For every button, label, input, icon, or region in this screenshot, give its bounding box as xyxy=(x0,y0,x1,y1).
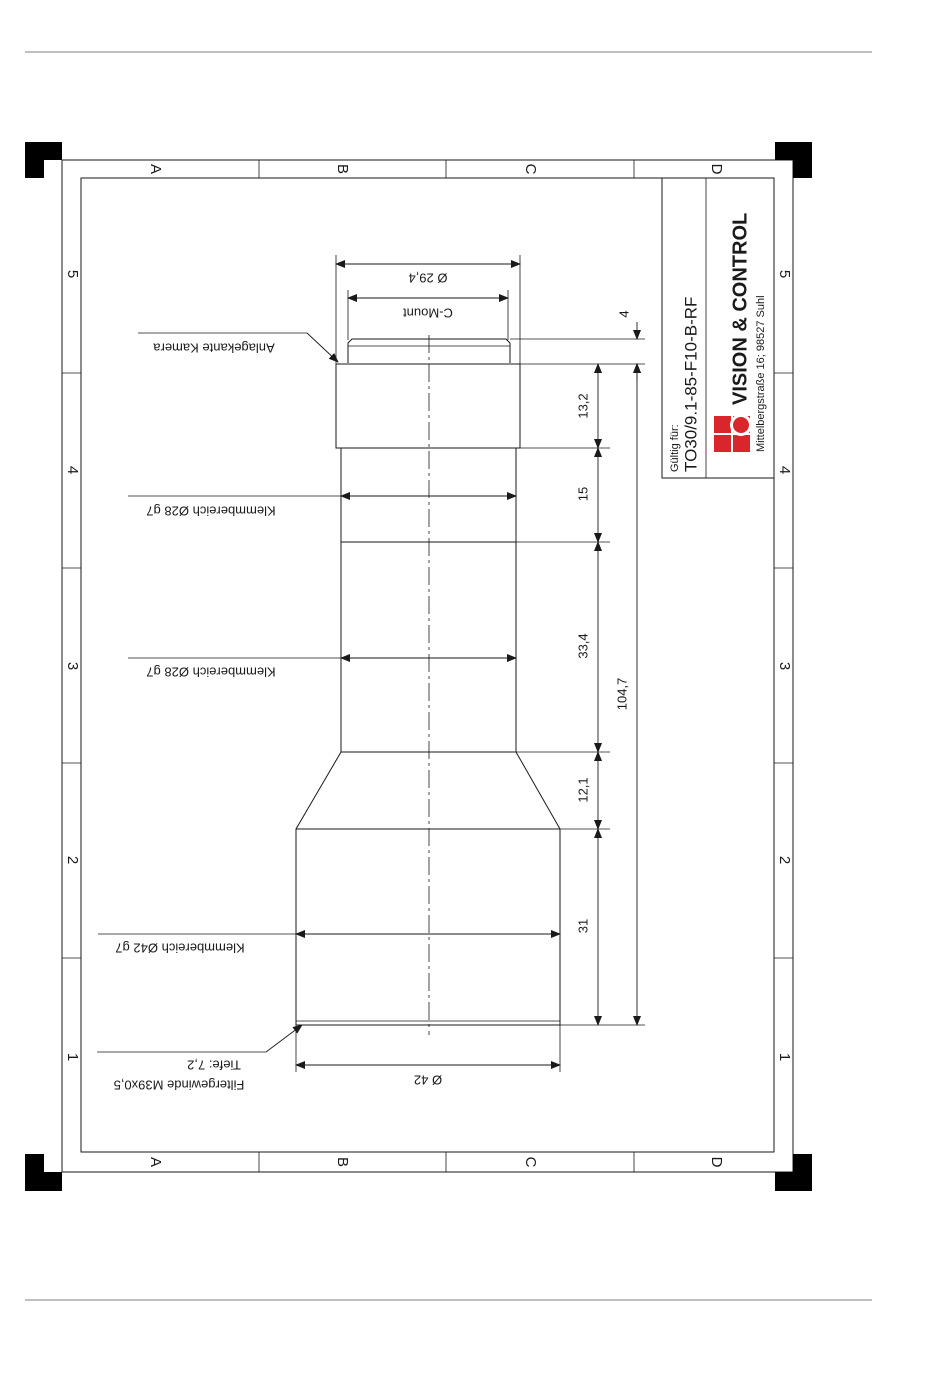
row-label-5-right: 5 xyxy=(776,269,794,279)
bottom-dimension xyxy=(296,1025,560,1088)
dim-104-7: 104,7 xyxy=(614,677,630,711)
company-logo-icon xyxy=(714,414,752,452)
label-filter-depth: Tiefe: 7,2 xyxy=(187,1057,241,1073)
col-label-c-bottom: C xyxy=(522,1156,540,1168)
dim-c-mount-label: C-Mount xyxy=(403,305,453,321)
dim-c-mount-diameter: Ø 29,4 xyxy=(408,270,448,286)
dim-12-1: 12,1 xyxy=(575,777,591,803)
dim-33-4: 33,4 xyxy=(575,633,591,659)
left-callouts xyxy=(97,333,560,1093)
label-klemmbereich-42: Klemmbereich Ø42 g7 xyxy=(115,940,245,956)
label-filter-thread: Filtergewinde M39x0,5 xyxy=(113,1077,245,1093)
row-label-1-right: 1 xyxy=(776,1052,794,1062)
title-valid-for: Gültig für: xyxy=(668,424,681,472)
row-label-2-right: 2 xyxy=(776,855,794,865)
col-label-b-top: B xyxy=(334,163,352,175)
col-label-d-bottom: D xyxy=(708,1156,726,1168)
row-label-4-right: 4 xyxy=(776,465,794,475)
title-block xyxy=(662,178,774,478)
col-label-c-top: C xyxy=(522,163,540,175)
col-label-b-bottom: B xyxy=(334,1156,352,1168)
row-label-5-left: 5 xyxy=(64,269,82,279)
title-part-number: TO30/9.1-85-F10-B-RF xyxy=(681,296,701,472)
right-dimensions xyxy=(510,310,645,1025)
top-dimensions xyxy=(336,255,520,364)
row-label-3-right: 3 xyxy=(776,661,794,671)
label-anlagekante: Anlagekante Kamera xyxy=(153,340,275,356)
dim-15: 15 xyxy=(575,486,591,502)
label-klemmbereich-28-upper: Klemmbereich Ø28 g7 xyxy=(146,503,276,519)
dim-13-2: 13,2 xyxy=(575,393,591,419)
title-company: VISION & CONTROL xyxy=(729,212,752,405)
lens-outline xyxy=(296,339,560,1025)
dim-4: 4 xyxy=(616,310,632,318)
row-label-2-left: 2 xyxy=(64,855,82,865)
col-label-d-top: D xyxy=(708,163,726,175)
col-label-a-bottom: A xyxy=(147,1156,165,1168)
col-label-a-top: A xyxy=(147,163,165,175)
row-label-4-left: 4 xyxy=(64,465,82,475)
row-label-1-left: 1 xyxy=(64,1052,82,1062)
title-address: Mittelbergstraße 16; 98527 Suhl xyxy=(754,295,767,452)
dim-front-diameter: Ø 42 xyxy=(413,1072,443,1088)
dim-31: 31 xyxy=(575,918,591,934)
row-label-3-left: 3 xyxy=(64,661,82,671)
label-klemmbereich-28-lower: Klemmbereich Ø28 g7 xyxy=(146,664,276,680)
